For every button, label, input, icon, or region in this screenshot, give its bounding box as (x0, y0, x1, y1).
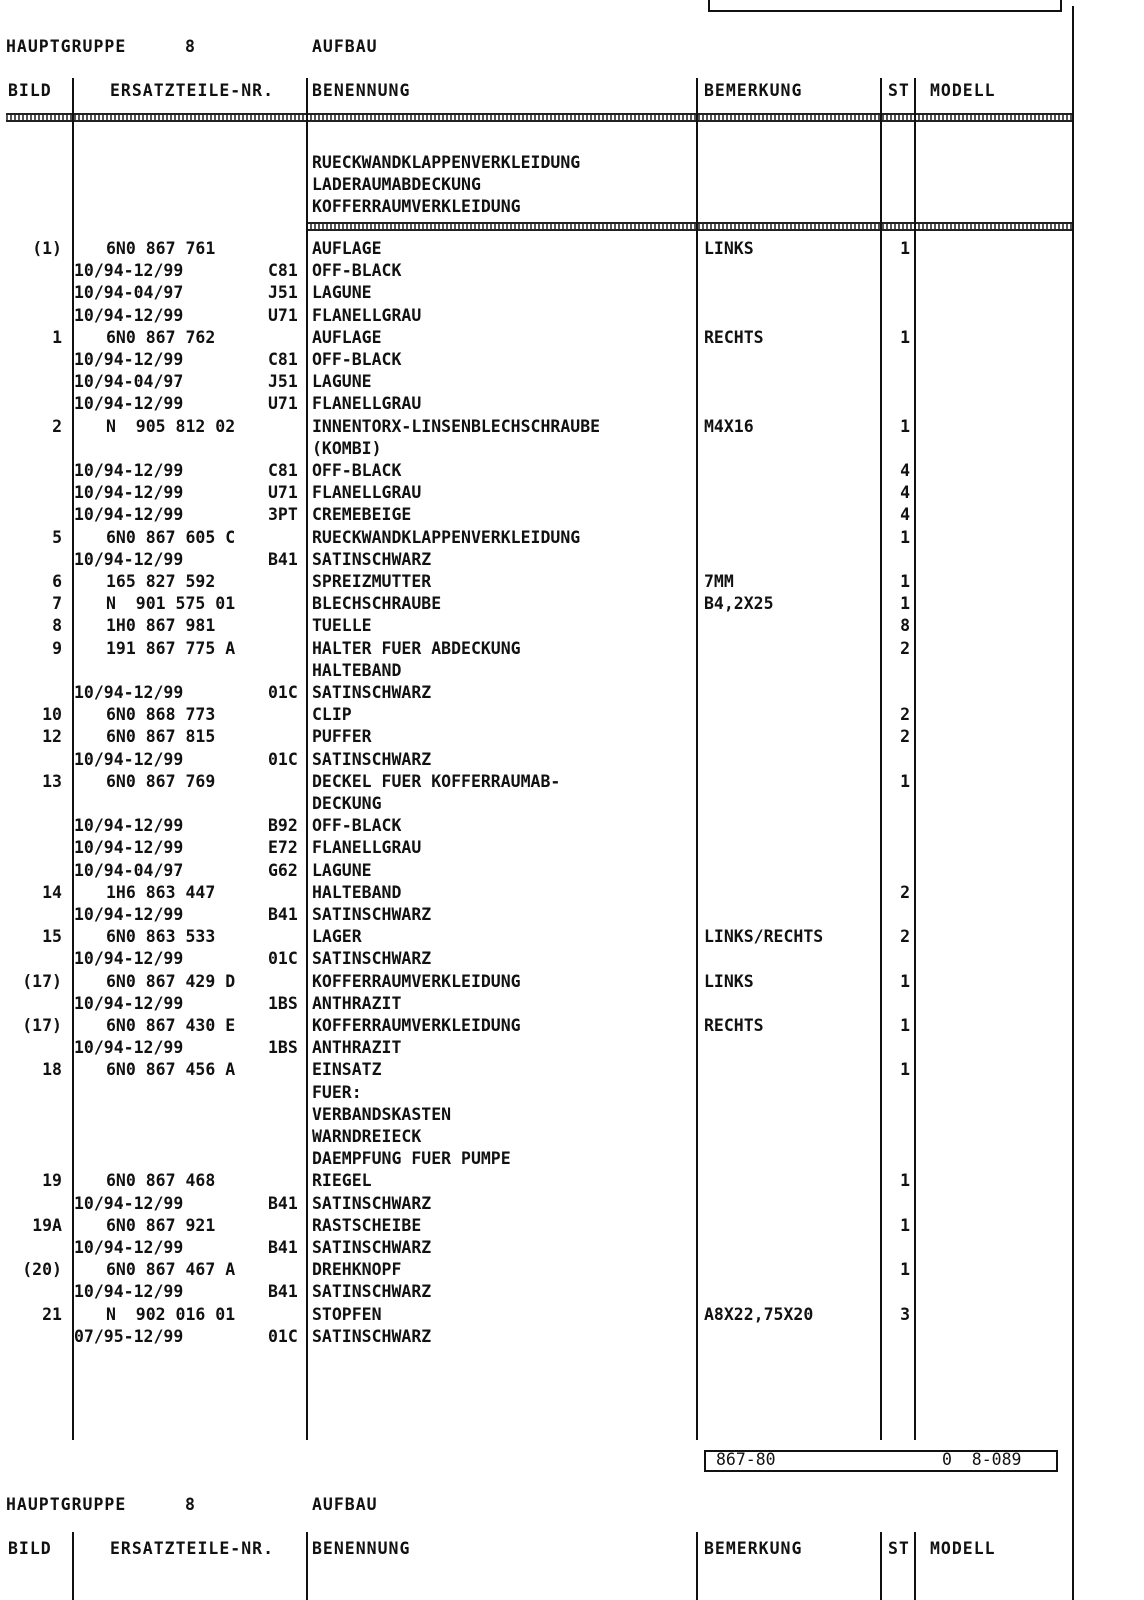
col-line-4 (880, 78, 882, 1440)
benennung-cell: CLIP (312, 705, 352, 725)
benennung-cell: DREHKNOPF (312, 1260, 402, 1280)
group-name: AUFBAU (312, 37, 378, 56)
benennung-cell: KOFFERRAUMVERKLEIDUNG (312, 1016, 521, 1035)
st-cell: 4 (900, 461, 910, 480)
col-bild: BILD (8, 81, 52, 100)
benennung-cell: FLANELLGRAU (312, 838, 422, 858)
bild-cell: (17) (22, 1016, 62, 1035)
part-number-cell: 6N0 863 533 (106, 927, 216, 947)
col-ersatzteile-nr-repeat: ERSATZTEILE-NR. (110, 1539, 275, 1558)
part-number-cell: 6N0 867 429 D (106, 971, 236, 991)
benennung-cell: INNENTORX-LINSENBLECHSCHRAUBE (312, 416, 601, 436)
st-cell: 1 (900, 239, 910, 258)
bild-cell: 6 (52, 572, 62, 591)
st-cell: 1 (900, 572, 910, 591)
col-line-4-repeat (880, 1532, 882, 1600)
date-range-cell: 10/94-12/99 (74, 993, 184, 1013)
benennung-cell: RASTSCHEIBE (312, 1215, 422, 1235)
date-range-cell: 10/94-12/99 (74, 1282, 184, 1302)
st-cell: 8 (900, 616, 910, 636)
col-line-5-repeat (914, 1532, 916, 1600)
benennung-cell: WARNDREIECK (312, 1127, 422, 1146)
bild-cell: 10 (42, 705, 62, 725)
section-title: RUECKWANDKLAPPENVERKLEIDUNG (312, 153, 581, 172)
bild-cell: 12 (42, 727, 62, 747)
benennung-cell: FLANELLGRAU (312, 394, 422, 414)
benennung-cell: LAGUNE (312, 283, 372, 303)
bild-cell: 14 (42, 882, 62, 902)
bild-cell: (17) (22, 971, 62, 991)
col-line-3 (696, 78, 698, 1440)
bemerkung-cell: B4,2X25 (704, 594, 774, 614)
group-name-repeat: AUFBAU (312, 1495, 378, 1514)
part-number-cell: 6N0 867 430 E (106, 1016, 236, 1035)
part-number-cell: 6N0 867 769 (106, 771, 216, 791)
bild-cell: 8 (52, 616, 62, 636)
benennung-cell: AUFLAGE (312, 327, 382, 347)
st-cell: 1 (900, 1260, 910, 1280)
color-code-cell: G62 (268, 860, 298, 880)
benennung-cell: STOPFEN (312, 1304, 382, 1324)
bild-cell: 18 (42, 1060, 62, 1080)
benennung-cell: SATINSCHWARZ (312, 1238, 432, 1257)
col-bild-repeat: BILD (8, 1539, 52, 1558)
benennung-cell: SATINSCHWARZ (312, 949, 432, 969)
date-range-cell: 10/94-12/99 (74, 305, 184, 325)
benennung-cell: RUECKWANDKLAPPENVERKLEIDUNG (312, 527, 581, 547)
date-range-cell: 10/94-12/99 (74, 749, 184, 769)
benennung-cell: TUELLE (312, 616, 372, 636)
date-range-cell: 10/94-12/99 (74, 949, 184, 969)
benennung-cell: DECKEL FUER KOFFERRAUMAB- (312, 771, 561, 791)
col-bemerkung: BEMERKUNG (704, 81, 803, 100)
benennung-cell: OFF-BLACK (312, 261, 402, 281)
bemerkung-cell: LINKS (704, 971, 754, 991)
header-rule (6, 113, 1072, 122)
benennung-cell: (KOMBI) (312, 438, 382, 458)
hauptgruppe-number-repeat: 8 (185, 1495, 196, 1514)
color-code-cell: 01C (268, 1326, 298, 1346)
st-cell: 1 (900, 416, 910, 436)
bild-cell: 7 (52, 594, 62, 614)
benennung-cell: FLANELLGRAU (312, 305, 422, 325)
bemerkung-cell: RECHTS (704, 1016, 764, 1035)
col-bemerkung-repeat: BEMERKUNG (704, 1539, 803, 1558)
col-ersatzteile-nr: ERSATZTEILE-NR. (110, 81, 275, 100)
benennung-cell: DAEMPFUNG FUER PUMPE (312, 1149, 511, 1169)
st-cell: 1 (900, 971, 910, 991)
date-range-cell: 10/94-04/97 (74, 372, 184, 392)
part-number-cell: 6N0 867 467 A (106, 1260, 236, 1280)
col-line-2-repeat (306, 1532, 308, 1600)
bild-cell: 21 (42, 1304, 62, 1324)
benennung-cell: EINSATZ (312, 1060, 382, 1080)
benennung-cell: ANTHRAZIT (312, 1038, 402, 1058)
part-number-cell: N 902 016 01 (106, 1304, 236, 1324)
date-range-cell: 10/94-04/97 (74, 283, 184, 303)
color-code-cell: 3PT (268, 505, 298, 525)
benennung-cell: SATINSCHWARZ (312, 1326, 432, 1346)
benennung-cell: SATINSCHWARZ (312, 749, 432, 769)
color-code-cell: C81 (268, 461, 298, 480)
date-range-cell: 10/94-12/99 (74, 461, 184, 480)
part-number-cell: 6N0 867 605 C (106, 527, 236, 547)
benennung-cell: OFF-BLACK (312, 816, 402, 836)
benennung-cell: SATINSCHWARZ (312, 905, 432, 924)
hauptgruppe-number: 8 (185, 37, 196, 56)
st-cell: 1 (900, 594, 910, 614)
date-range-cell: 10/94-12/99 (74, 1038, 184, 1058)
footer-ref-right: 0 8-089 (942, 1450, 1022, 1469)
bild-cell: 9 (52, 638, 62, 658)
color-code-cell: J51 (268, 372, 298, 392)
benennung-cell: AUFLAGE (312, 239, 382, 258)
bemerkung-cell: LINKS (704, 239, 754, 258)
col-benennung: BENENNUNG (312, 81, 411, 100)
color-code-cell: B41 (268, 549, 298, 569)
part-number-cell: N 905 812 02 (106, 416, 236, 436)
benennung-cell: SATINSCHWARZ (312, 683, 432, 702)
part-number-cell: 6N0 867 468 (106, 1171, 216, 1191)
col-benennung-repeat: BENENNUNG (312, 1539, 411, 1558)
color-code-cell: B41 (268, 905, 298, 924)
st-cell: 1 (900, 1215, 910, 1235)
bemerkung-cell: RECHTS (704, 327, 764, 347)
color-code-cell: U71 (268, 394, 298, 414)
part-number-cell: 6N0 867 761 (106, 239, 216, 258)
benennung-cell: LAGUNE (312, 860, 372, 880)
date-range-cell: 10/94-12/99 (74, 505, 184, 525)
color-code-cell: B92 (268, 816, 298, 836)
date-range-cell: 10/94-12/99 (74, 683, 184, 702)
color-code-cell: B41 (268, 1238, 298, 1257)
st-cell: 1 (900, 771, 910, 791)
col-modell-repeat: MODELL (930, 1539, 996, 1558)
benennung-cell: RIEGEL (312, 1171, 372, 1191)
section-title: KOFFERRAUMVERKLEIDUNG (312, 197, 521, 216)
date-range-cell: 10/94-12/99 (74, 838, 184, 858)
benennung-cell: SATINSCHWARZ (312, 1193, 432, 1213)
st-cell: 1 (900, 1171, 910, 1191)
st-cell: 1 (900, 1060, 910, 1080)
right-page-border (1072, 6, 1074, 1600)
bemerkung-cell: 7MM (704, 572, 734, 591)
bild-cell: 19A (32, 1215, 62, 1235)
benennung-cell: FUER: (312, 1082, 362, 1102)
benennung-cell: LAGER (312, 927, 362, 947)
color-code-cell: 01C (268, 949, 298, 969)
color-code-cell: 01C (268, 683, 298, 702)
benennung-cell: PUFFER (312, 727, 372, 747)
benennung-cell: SATINSCHWARZ (312, 1282, 432, 1302)
st-cell: 4 (900, 505, 910, 525)
col-line-5 (914, 78, 916, 1440)
bild-cell: 15 (42, 927, 62, 947)
benennung-cell: FLANELLGRAU (312, 483, 422, 503)
benennung-cell: HALTEBAND (312, 660, 402, 680)
color-code-cell: 01C (268, 749, 298, 769)
col-line-2 (306, 78, 308, 1440)
part-number-cell: 1H0 867 981 (106, 616, 216, 636)
st-cell: 2 (900, 727, 910, 747)
benennung-cell: HALTEBAND (312, 882, 402, 902)
color-code-cell: 1BS (268, 993, 298, 1013)
date-range-cell: 10/94-12/99 (74, 350, 184, 369)
part-number-cell: 6N0 867 815 (106, 727, 216, 747)
benennung-cell: KOFFERRAUMVERKLEIDUNG (312, 971, 521, 991)
date-range-cell: 10/94-12/99 (74, 1238, 184, 1257)
color-code-cell: U71 (268, 483, 298, 503)
benennung-cell: HALTER FUER ABDECKUNG (312, 638, 521, 658)
col-st: ST (888, 81, 910, 100)
part-number-cell: 6N0 867 921 (106, 1215, 216, 1235)
part-number-cell: 6N0 867 456 A (106, 1060, 236, 1080)
section-rule (306, 222, 1072, 231)
benennung-cell: CREMEBEIGE (312, 505, 412, 525)
bemerkung-cell: A8X22,75X20 (704, 1304, 814, 1324)
st-cell: 2 (900, 705, 910, 725)
date-range-cell: 10/94-12/99 (74, 394, 184, 414)
st-cell: 1 (900, 327, 910, 347)
st-cell: 4 (900, 483, 910, 503)
bild-cell: (20) (22, 1260, 62, 1280)
col-st-repeat: ST (888, 1539, 910, 1558)
hauptgruppe-label-repeat: HAUPTGRUPPE (6, 1495, 127, 1514)
date-range-cell: 10/94-12/99 (74, 1193, 184, 1213)
part-number-cell: 6N0 867 762 (106, 327, 216, 347)
bild-cell: 1 (52, 327, 62, 347)
st-cell: 2 (900, 927, 910, 947)
date-range-cell: 10/94-04/97 (74, 860, 184, 880)
col-modell: MODELL (930, 81, 996, 100)
benennung-cell: SPREIZMUTTER (312, 572, 432, 591)
color-code-cell: J51 (268, 283, 298, 303)
benennung-cell: LAGUNE (312, 372, 372, 392)
bild-cell: (1) (32, 239, 62, 258)
color-code-cell: B41 (268, 1282, 298, 1302)
color-code-cell: B41 (268, 1193, 298, 1213)
col-line-1-repeat (72, 1532, 74, 1600)
top-right-box (708, 0, 1062, 12)
st-cell: 1 (900, 1016, 910, 1035)
benennung-cell: VERBANDSKASTEN (312, 1104, 452, 1124)
benennung-cell: BLECHSCHRAUBE (312, 594, 442, 614)
benennung-cell: OFF-BLACK (312, 350, 402, 369)
date-range-cell: 10/94-12/99 (74, 483, 184, 503)
benennung-cell: DECKUNG (312, 794, 382, 813)
color-code-cell: U71 (268, 305, 298, 325)
part-number-cell: 6N0 868 773 (106, 705, 216, 725)
bild-cell: 5 (52, 527, 62, 547)
st-cell: 1 (900, 527, 910, 547)
date-range-cell: 07/95-12/99 (74, 1326, 184, 1346)
bild-cell: 19 (42, 1171, 62, 1191)
part-number-cell: 165 827 592 (106, 572, 216, 591)
hauptgruppe-label: HAUPTGRUPPE (6, 37, 127, 56)
st-cell: 2 (900, 638, 910, 658)
part-number-cell: 191 867 775 A (106, 638, 236, 658)
color-code-cell: E72 (268, 838, 298, 858)
color-code-cell: C81 (268, 261, 298, 281)
color-code-cell: 1BS (268, 1038, 298, 1058)
bemerkung-cell: LINKS/RECHTS (704, 927, 824, 947)
bild-cell: 2 (52, 416, 62, 436)
date-range-cell: 10/94-12/99 (74, 816, 184, 836)
date-range-cell: 10/94-12/99 (74, 549, 184, 569)
benennung-cell: OFF-BLACK (312, 461, 402, 480)
col-line-3-repeat (696, 1532, 698, 1600)
section-title: LADERAUMABDECKUNG (312, 175, 481, 194)
date-range-cell: 10/94-12/99 (74, 905, 184, 924)
date-range-cell: 10/94-12/99 (74, 261, 184, 281)
bemerkung-cell: M4X16 (704, 416, 754, 436)
benennung-cell: ANTHRAZIT (312, 993, 402, 1013)
color-code-cell: C81 (268, 350, 298, 369)
st-cell: 3 (900, 1304, 910, 1324)
benennung-cell: SATINSCHWARZ (312, 549, 432, 569)
st-cell: 2 (900, 882, 910, 902)
bild-cell: 13 (42, 771, 62, 791)
part-number-cell: N 901 575 01 (106, 594, 236, 614)
part-number-cell: 1H6 863 447 (106, 882, 216, 902)
footer-ref-left: 867-80 (716, 1450, 776, 1469)
